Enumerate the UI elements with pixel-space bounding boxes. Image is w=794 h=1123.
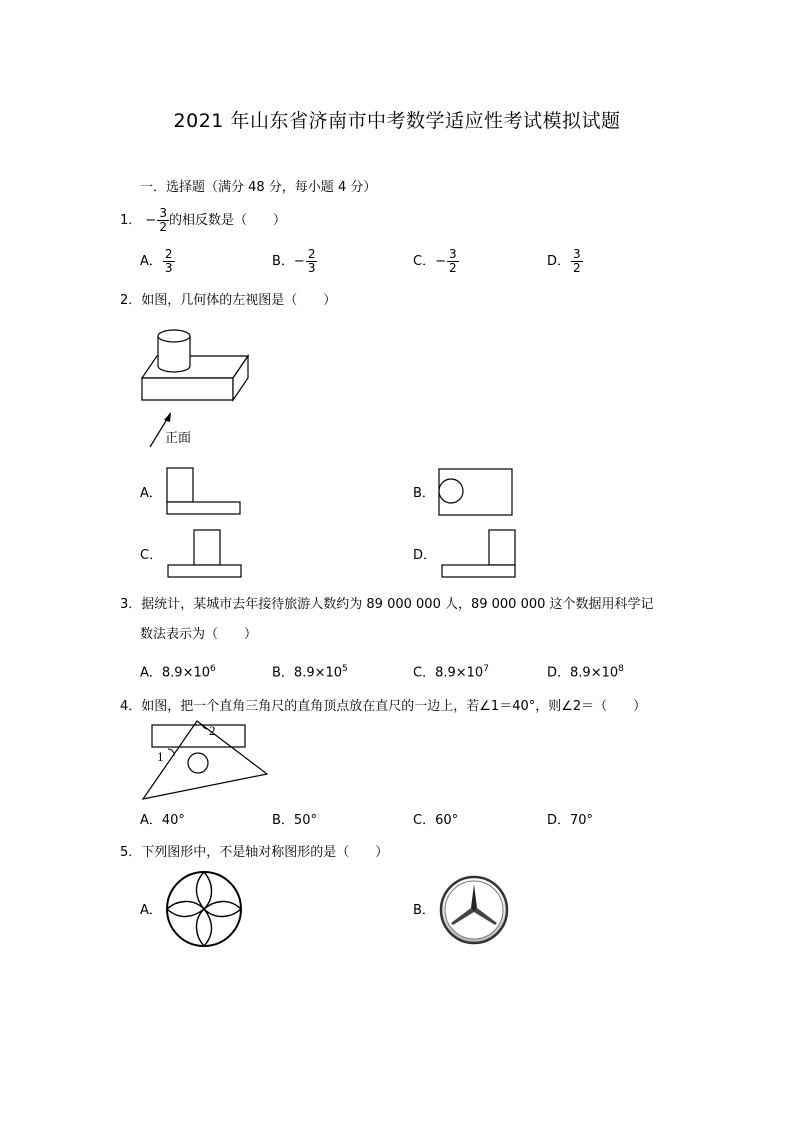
option-label: D．	[547, 254, 571, 269]
q1-option-d[interactable]	[547, 248, 583, 275]
q3-option-c[interactable]	[413, 661, 489, 681]
q4-option-c[interactable]: C．60°	[413, 813, 459, 828]
question-5-stem: 5．下列图形中，不是轴对称图形的是（ ）	[120, 845, 389, 860]
question-3-line-2: 数法表示为（ ）	[140, 627, 258, 642]
option-label: C．	[413, 254, 436, 269]
q1-option-c[interactable]	[413, 248, 459, 275]
option-exponent: 8	[618, 664, 624, 674]
q4-option-a[interactable]: A．40°	[140, 813, 185, 828]
q2-option-b[interactable]: B．	[413, 486, 435, 501]
q2-option-c-figure	[166, 529, 244, 579]
option-exponent: 5	[342, 664, 348, 674]
fraction-denominator: 3	[307, 261, 316, 275]
question-1-fraction	[157, 207, 169, 234]
q5-option-a-pinwheel-figure	[165, 870, 243, 948]
option-label: A．	[140, 254, 162, 269]
option-fraction	[447, 248, 459, 275]
option-label: A．	[140, 665, 162, 681]
q3-option-d[interactable]	[547, 661, 624, 681]
q3-option-b[interactable]	[272, 661, 348, 681]
fraction-denominator: 2	[573, 261, 581, 275]
q1-option-b[interactable]	[272, 248, 317, 275]
q2-option-b-figure	[438, 468, 514, 517]
option-fraction	[306, 248, 318, 275]
section-heading: 一．选择题（满分 48 分，每小题 4 分）	[140, 180, 377, 195]
question-3-line-1: 3．据统计，某城市去年接待旅游人数约为 89 000 000 人，89 000 000 这个数据用科学记	[120, 597, 654, 612]
option-minus: −	[293, 253, 305, 269]
option-base: 8.9×10	[435, 665, 484, 681]
option-fraction	[163, 248, 175, 275]
q5-option-b-star-logo-figure	[439, 875, 509, 945]
angle-2-label: 2	[209, 723, 216, 738]
question-4-stem: 4．如图，把一个直角三角尺的直角顶点放在直尺的一边上，若∠1＝40°，则∠2＝（ ）	[120, 699, 647, 714]
question-2-stem: 2．如图，几何体的左视图是（ ）	[120, 293, 337, 308]
q5-option-b[interactable]: B．	[413, 903, 435, 918]
question-1-stem: 的相反数是（ ）	[168, 213, 286, 228]
fraction-numerator: 2	[164, 247, 173, 261]
fraction-numerator: 2	[307, 247, 316, 261]
option-exponent: 6	[210, 664, 216, 674]
option-label: D．	[547, 665, 571, 681]
option-base: 8.9×10	[570, 665, 619, 681]
option-exponent: 7	[483, 664, 489, 674]
q5-option-a[interactable]: A．	[140, 903, 162, 918]
question-1-minus: −	[145, 212, 157, 228]
q4-option-b[interactable]: B．50°	[272, 813, 317, 828]
q2-option-a-figure	[166, 467, 242, 515]
fraction-numerator: 3	[159, 206, 167, 220]
option-base: 8.9×10	[161, 665, 211, 681]
q2-option-d-figure	[440, 529, 518, 579]
angle-1-label: 1	[157, 749, 164, 764]
fraction-denominator: 2	[159, 220, 167, 234]
q2-option-a[interactable]: A．	[140, 486, 162, 501]
question-1	[120, 207, 286, 234]
option-label: B．	[272, 665, 294, 681]
q1-option-a[interactable]	[140, 248, 175, 275]
option-minus: −	[435, 253, 446, 269]
page-title: 2021 年山东省济南市中考数学适应性考试模拟试题	[173, 110, 621, 132]
q3-option-a[interactable]	[140, 661, 216, 681]
option-fraction	[571, 248, 583, 275]
fraction-numerator: 3	[573, 247, 581, 261]
solid-figure	[140, 322, 255, 452]
option-label: B．	[272, 254, 294, 269]
fraction-denominator: 3	[164, 261, 173, 275]
option-label: C．	[413, 665, 436, 681]
option-base: 8.9×10	[293, 665, 343, 681]
question-1-number: 1．	[120, 213, 142, 228]
q4-option-d[interactable]: D．70°	[547, 813, 594, 828]
q2-option-c[interactable]: C．	[140, 548, 163, 563]
q2-option-d[interactable]: D．	[413, 548, 437, 563]
front-label: 正面	[165, 431, 192, 446]
fraction-denominator: 2	[448, 261, 457, 275]
fraction-numerator: 3	[448, 247, 457, 261]
